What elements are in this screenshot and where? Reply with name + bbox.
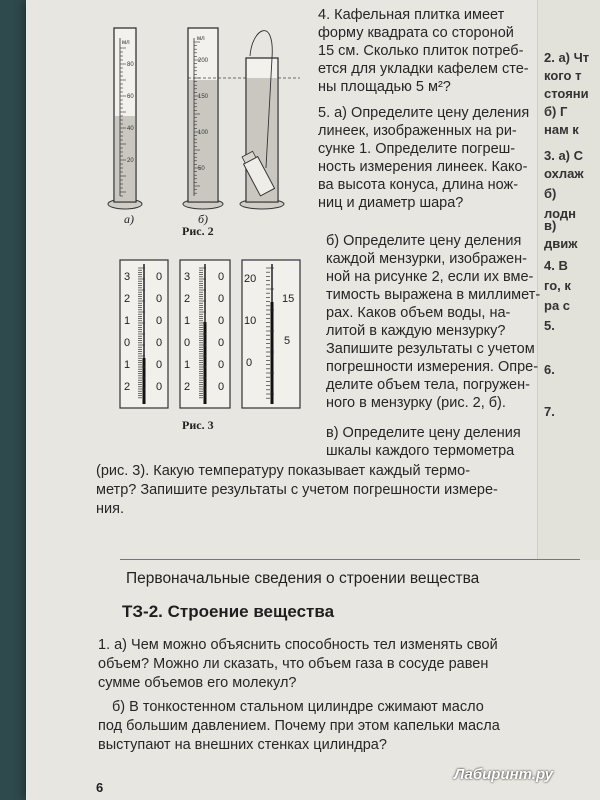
- scale-label: 0: [156, 381, 163, 393]
- text-line: 1. а) Чем можно объяснить способность тел изменять свой: [98, 637, 498, 653]
- strip-line: нам к: [544, 122, 579, 137]
- text-line: б) Определите цену деления: [326, 233, 522, 249]
- strip-line: б) Г: [544, 104, 568, 119]
- scale-label: 2: [184, 293, 191, 305]
- scale-label: 0: [218, 359, 225, 371]
- scale-label: 0: [184, 337, 191, 349]
- strip-line: 4. В: [544, 258, 568, 273]
- strip-line: охлаж: [544, 166, 584, 181]
- text-line: ется для укладки кафелем сте-: [318, 61, 529, 77]
- figure-2-caption: Рис. 2: [182, 224, 214, 238]
- text-line: делите объем тела, погружен-: [326, 377, 530, 393]
- text-line: б) В тонкостенном стальном цилиндре сжимают масло: [112, 699, 484, 715]
- scale-label: 10: [244, 315, 257, 327]
- strip-line: стояни: [544, 86, 589, 101]
- tick-label: 50: [198, 166, 205, 172]
- scale-label: 0: [156, 293, 163, 305]
- tick-label: 60: [127, 94, 134, 100]
- text-line: ния.: [96, 501, 124, 517]
- unit-label: мл: [122, 40, 130, 46]
- text-line: шкалы каждого термометра: [326, 443, 515, 459]
- text-line: (рис. 3). Какую температуру показывает каждый термо-: [96, 463, 471, 479]
- text-line: линеек, изображенных на ри-: [318, 123, 517, 139]
- text-line: ва высота конуса, длина нож-: [318, 177, 519, 193]
- cylinder-b: [183, 28, 300, 209]
- scale-label: 2: [184, 381, 191, 393]
- text-line: в) Определите цену деления: [326, 425, 521, 441]
- text-line: ниц и диаметр шара?: [318, 195, 464, 211]
- text-line: ного в мензурку (рис. 2, б).: [326, 395, 506, 411]
- text-line: 5. а) Определите цену деления: [318, 105, 530, 121]
- text-line: каждой мензурки, изображен-: [326, 251, 527, 267]
- strip-line: 5.: [544, 318, 555, 333]
- scale-label: 0: [218, 337, 225, 349]
- scale-label: 0: [218, 315, 225, 327]
- scale-label: 3: [184, 271, 191, 283]
- tick-label: 150: [198, 94, 209, 100]
- scale-label: 0: [246, 357, 253, 369]
- text-line: тимость выражена в миллимет-: [326, 287, 541, 303]
- figure-3-thermometers: [118, 258, 303, 413]
- text-line: объем? Можно ли сказать, что объем газа в сосуде равен: [98, 656, 489, 672]
- text-line: рах. Каков объем воды, на-: [326, 305, 511, 321]
- scale-label: 3: [124, 271, 131, 283]
- strip-line: движ: [544, 236, 578, 251]
- scale-label: 15: [282, 293, 295, 305]
- scale-label: 2: [124, 381, 131, 393]
- strip-line: кого т: [544, 68, 582, 83]
- cylinder-c: [240, 31, 284, 209]
- strip-line: 6.: [544, 362, 555, 377]
- text-line: сумме объемов его молекул?: [98, 675, 297, 691]
- scale-label: 0: [218, 381, 225, 393]
- text-line: Запишите результаты с учетом: [326, 341, 535, 357]
- scale-label: 1: [184, 359, 191, 371]
- strip-line: 3. а) С: [544, 148, 584, 163]
- scale-label: 5: [284, 335, 291, 347]
- tick-label: 20: [127, 158, 134, 164]
- strip-line: ра с: [544, 298, 571, 313]
- text-line: ность измерения линеек. Како-: [318, 159, 528, 175]
- strip-line: 2. а) Чт: [544, 50, 590, 65]
- text-line: выступают на внешних стенках цилиндра?: [98, 737, 387, 753]
- figure-3-caption: Рис. 3: [182, 418, 214, 432]
- text-line: 15 см. Сколько плиток потреб-: [318, 43, 524, 59]
- cylinder-a: [108, 28, 142, 209]
- text-line: литой в каждую мензурку?: [326, 323, 506, 339]
- strip-line: в): [544, 218, 557, 233]
- strip-line: го, к: [544, 278, 571, 293]
- strip-line: 7.: [544, 404, 555, 419]
- scale-label: 0: [156, 337, 163, 349]
- text-line: ны площадью 5 м²?: [318, 79, 451, 95]
- tick-label: 100: [198, 130, 209, 136]
- scale-label: 20: [244, 273, 257, 285]
- text-line: ной на рисунке 2, если их вме-: [326, 269, 534, 285]
- scale-label: 1: [124, 315, 131, 327]
- text-line: форму квадрата со стороной: [318, 25, 514, 41]
- text-line: метр? Запишите результаты с учетом погрешности измере-: [96, 482, 498, 498]
- section-title: Первоначальные сведения о строении вещества: [126, 570, 480, 587]
- tick-label: 200: [198, 58, 209, 64]
- watermark-logo: Лабиринт.ру: [454, 766, 554, 783]
- page-number: 6: [96, 780, 104, 795]
- scale-label: 0: [156, 359, 163, 371]
- tick-label: 40: [127, 126, 134, 132]
- adjacent-page-strip: [537, 0, 600, 560]
- test-title: ТЗ-2. Строение вещества: [122, 602, 335, 621]
- scale-label: 0: [156, 271, 163, 283]
- text-line: под большим давлением. Почему при этом капельки масла: [98, 718, 500, 734]
- section-divider: [120, 559, 580, 560]
- text-line: 4. Кафельная плитка имеет: [318, 7, 505, 23]
- scale-label: 1: [124, 359, 131, 371]
- strip-line: б): [544, 186, 557, 201]
- figure-label-b: б): [198, 212, 209, 226]
- text-line: сунке 1. Определите погреш-: [318, 141, 516, 157]
- scale-label: 0: [156, 315, 163, 327]
- scale-label: 1: [184, 315, 191, 327]
- figure-label-a: а): [124, 212, 134, 226]
- figure-2-cylinders: [100, 18, 300, 218]
- scale-label: 0: [218, 293, 225, 305]
- scale-label: 0: [218, 271, 225, 283]
- scale-label: 0: [124, 337, 131, 349]
- unit-label: мл: [197, 36, 205, 42]
- strip-line: лодн: [544, 206, 576, 221]
- tick-label: 80: [127, 62, 134, 68]
- text-line: погрешности измерения. Опре-: [326, 359, 539, 375]
- scale-label: 2: [124, 293, 131, 305]
